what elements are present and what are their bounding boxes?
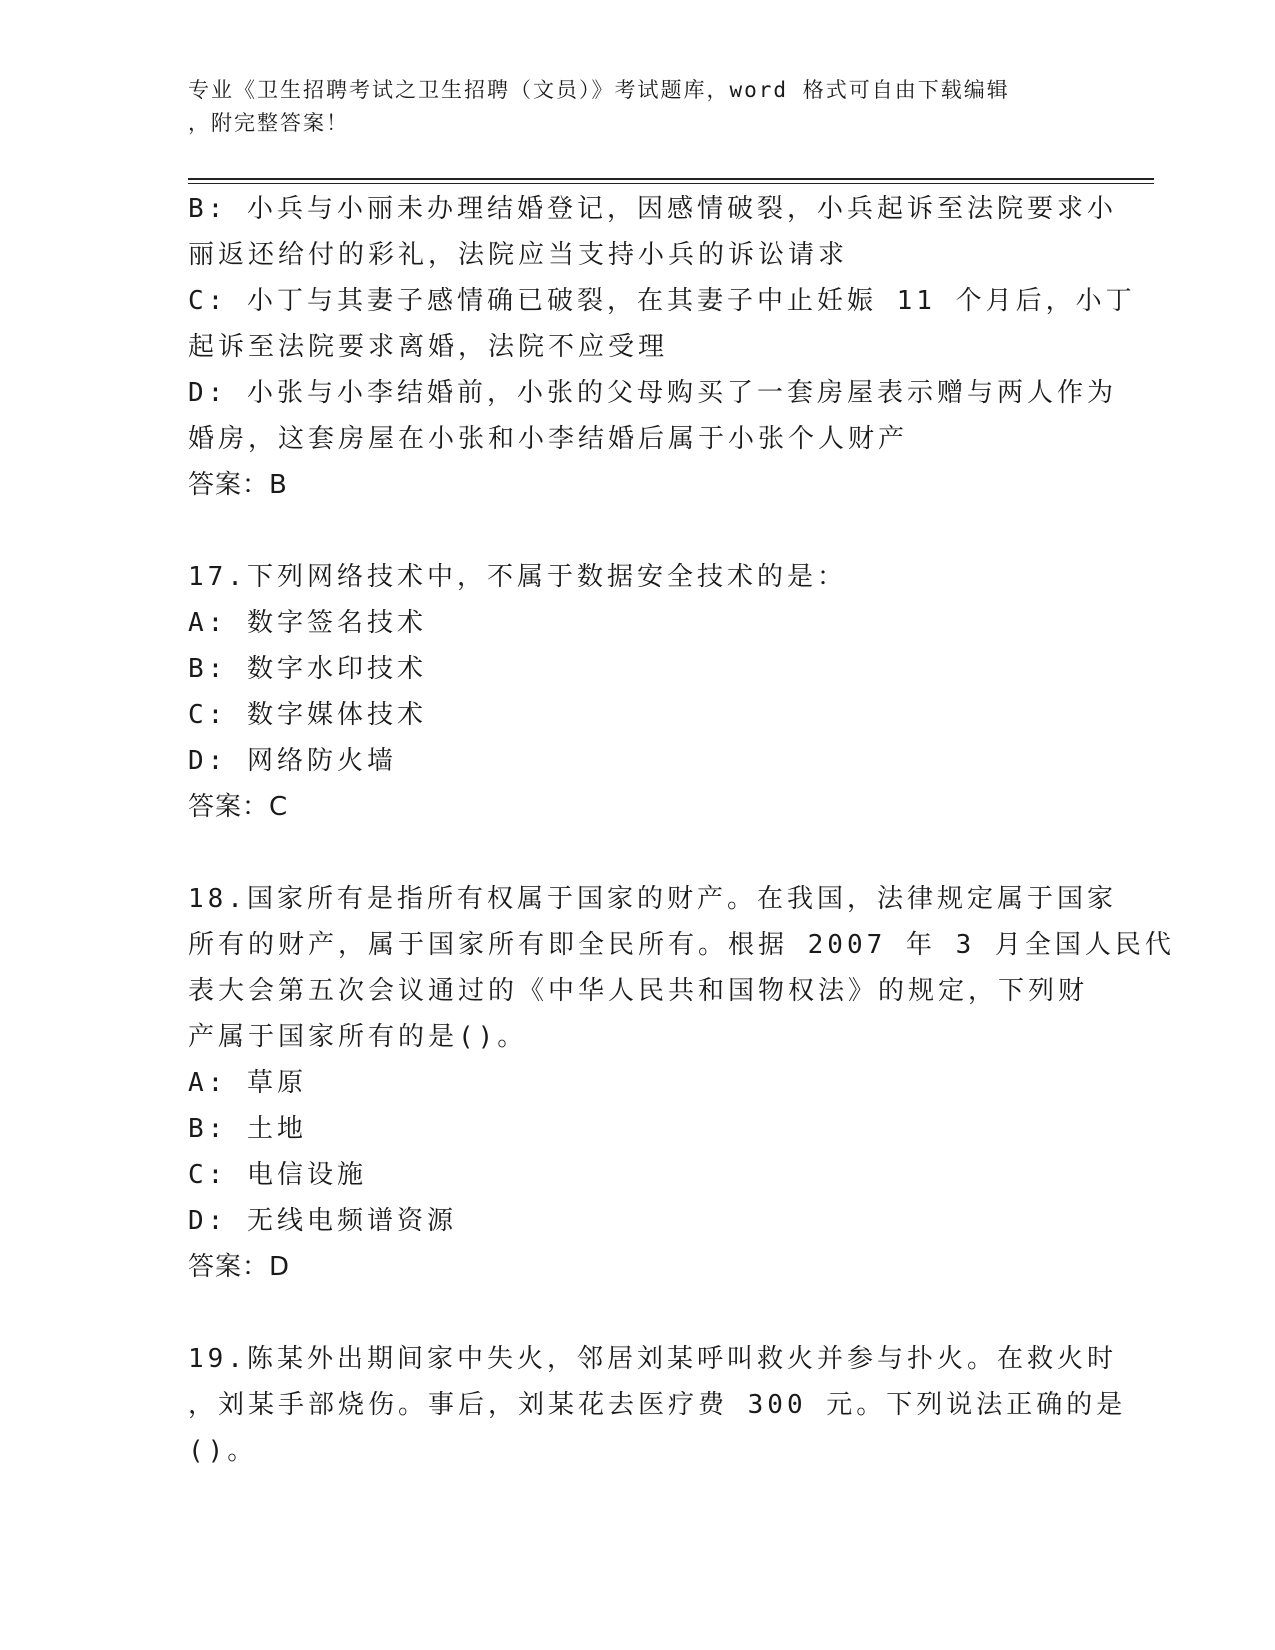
q17-option-d: D: 网络防火墙: [188, 746, 397, 776]
q16-answer: 答案：B: [188, 470, 288, 500]
q18-option-c: C: 电信设施: [188, 1160, 367, 1190]
q16-option-b-line-2: 丽返还给付的彩礼，法院应当支持小兵的诉讼请求: [188, 240, 849, 270]
question-19: [188, 1336, 1127, 1474]
q16-option-d-line-1: D: 小张与小李结婚前，小张的父母购买了一套房屋表示赠与两人作为: [188, 378, 1117, 408]
header-divider-thick: [188, 178, 1154, 180]
q19-stem-line-3: ()。: [188, 1436, 258, 1466]
q18-option-b: B: 土地: [188, 1114, 307, 1144]
header-line-2: ，附完整答案！: [188, 111, 349, 135]
header-divider-thin: [188, 183, 1154, 184]
question-list: [188, 186, 1175, 1474]
q18-stem-line-2: 所有的财产，属于国家所有即全民所有。根据 2007 年 3 月全国人民代: [188, 930, 1175, 960]
q18-stem-line-1: 18.国家所有是指所有权属于国家的财产。在我国，法律规定属于国家: [188, 884, 1117, 914]
q16-option-d-line-2: 婚房，这套房屋在小张和小李结婚后属于小张个人财产: [188, 424, 909, 454]
question-18: [188, 876, 1175, 1290]
q16-option-c-line-1: C: 小丁与其妻子感情确已破裂，在其妻子中止妊娠 11 个月后，小丁: [188, 286, 1136, 316]
q17-option-a: A: 数字签名技术: [188, 608, 427, 638]
q17-option-b: B: 数字水印技术: [188, 654, 427, 684]
question-17: [188, 554, 1088, 830]
question-16: [188, 186, 1136, 508]
q18-stem-line-4: 产属于国家所有的是()。: [188, 1022, 528, 1052]
spacer: [188, 508, 1088, 554]
spacer: [188, 830, 1088, 876]
q16-option-c-line-2: 起诉至法院要求离婚，法院不应受理: [188, 332, 669, 362]
document-header: [188, 74, 1078, 140]
q18-option-d: D: 无线电频谱资源: [188, 1206, 457, 1236]
q19-stem-line-2: ，刘某手部烧伤。事后，刘某花去医疗费 300 元。下列说法正确的是: [188, 1390, 1127, 1420]
q18-answer: 答案：D: [188, 1252, 291, 1282]
spacer: [188, 1290, 1088, 1336]
q18-option-a: A: 草原: [188, 1068, 307, 1098]
q16-option-b-line-1: B: 小兵与小丽未办理结婚登记，因感情破裂，小兵起诉至法院要求小: [188, 194, 1117, 224]
header-line-1: 专业《卫生招聘考试之卫生招聘（文员）》考试题库，word 格式可自由下载编辑: [188, 78, 1010, 102]
q18-stem-line-3: 表大会第五次会议通过的《中华人民共和国物权法》的规定，下列财: [188, 976, 1089, 1006]
q17-stem: 17.下列网络技术中，不属于数据安全技术的是：: [188, 562, 847, 592]
q17-answer: 答案：C: [188, 792, 289, 822]
q17-option-c: C: 数字媒体技术: [188, 700, 427, 730]
q19-stem-line-1: 19.陈某外出期间家中失火，邻居刘某呼叫救火并参与扑火。在救火时: [188, 1344, 1117, 1374]
